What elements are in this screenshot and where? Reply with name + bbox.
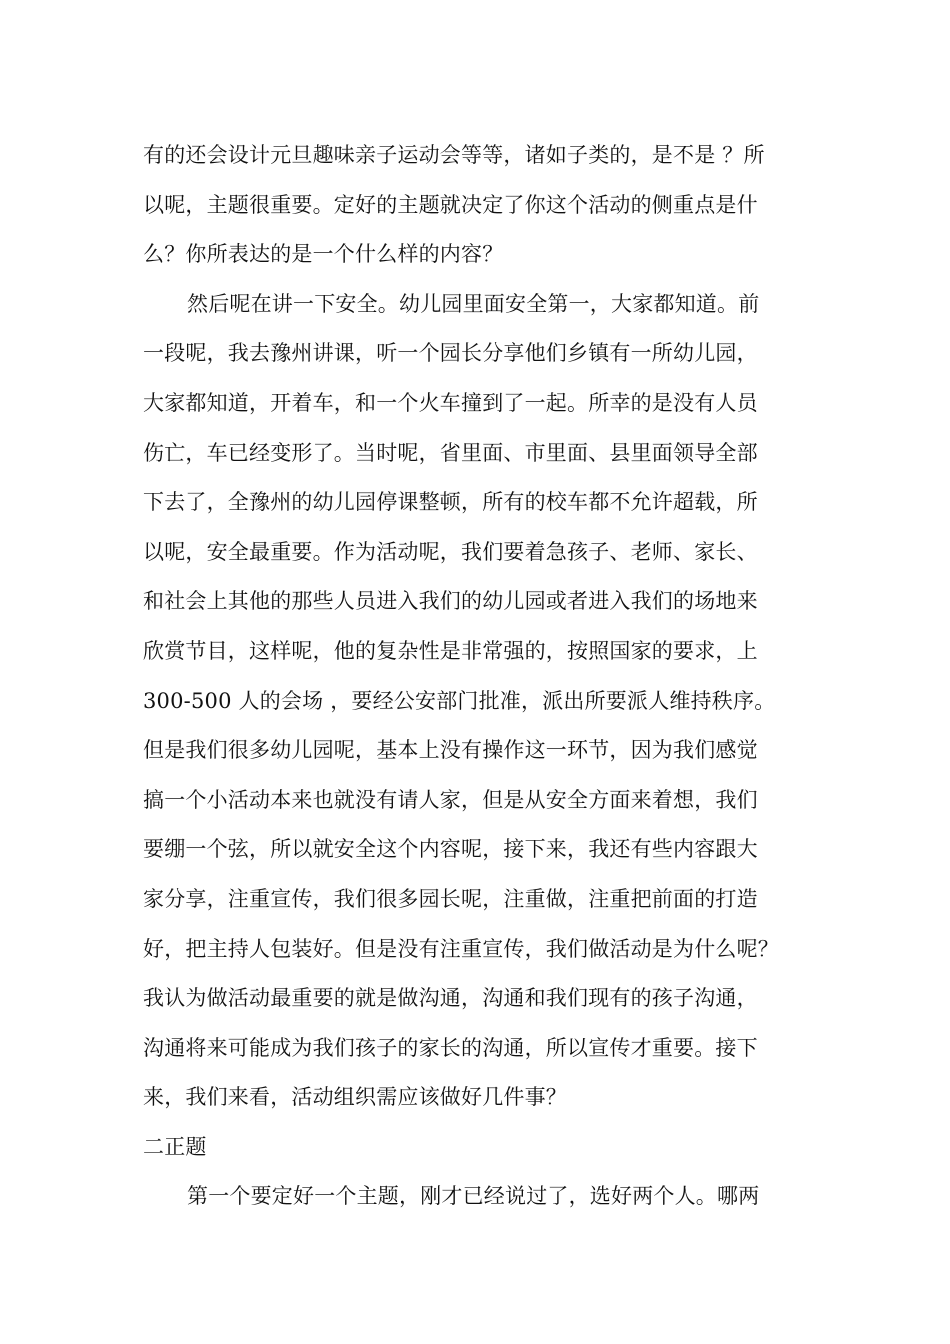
text-line: 伤亡，车已经变形了。当时呢，省里面、市里面、县里面领导全部 bbox=[143, 440, 758, 465]
text-line: 然后呢在讲一下安全。幼儿园里面安全第一，大家都知道。前 bbox=[187, 291, 760, 316]
text-line: 我认为做活动最重要的就是做沟通，沟通和我们现有的孩子沟通， bbox=[143, 986, 758, 1011]
text-line: 下去了，全豫州的幼儿园停课整顿，所有的校车都不允许超载，所 bbox=[143, 490, 758, 515]
text-line: 欣赏节目，这样呢，他的复杂性是非常强的，按照国家的要求，上 bbox=[143, 638, 758, 663]
text-line: 大家都知道，开着车，和一个火车撞到了一起。所幸的是没有人员 bbox=[143, 390, 758, 415]
text-line: 么？你所表达的是一个什么样的内容？ bbox=[143, 242, 504, 267]
text-line: 家分享，注重宣传，我们很多园长呢，注重做，注重把前面的打造 bbox=[143, 886, 758, 911]
text-line: 300-500 人的会场 ，要经公安部门批准，派出所要派人维持秩序。 bbox=[143, 688, 776, 713]
section-heading: 二正题 bbox=[143, 1134, 207, 1159]
text-line: 第一个要定好一个主题，刚才已经说过了，选好两个人。哪两 bbox=[187, 1184, 760, 1209]
body-text bbox=[143, 131, 838, 1222]
text-line: 好，把主持人包装好。但是没有注重宣传，我们做活动是为什么呢？ bbox=[143, 936, 779, 961]
text-line: 沟通将来可能成为我们孩子的家长的沟通，所以宣传才重要。接下 bbox=[143, 1035, 758, 1060]
text-line: 来，我们来看，活动组织需应该做好几件事？ bbox=[143, 1085, 567, 1110]
text-line: 和社会上其他的那些人员进入我们的幼儿园或者进入我们的场地来 bbox=[143, 589, 758, 614]
text-line: 要绷一个弦，所以就安全这个内容呢，接下来，我还有些内容跟大 bbox=[143, 837, 758, 862]
text-line: 以呢，安全最重要。作为活动呢，我们要着急孩子、老师、家长、 bbox=[143, 539, 758, 564]
text-line: 搞一个小活动本来也就没有请人家，但是从安全方面来着想，我们 bbox=[143, 787, 758, 812]
text-line: 但是我们很多幼儿园呢，基本上没有操作这一环节，因为我们感觉 bbox=[143, 738, 758, 763]
text-line: 以呢，主题很重要。定好的主题就决定了你这个活动的侧重点是什 bbox=[143, 192, 758, 217]
text-line: 一段呢，我去豫州讲课，听一个园长分享他们乡镇有一所幼儿园， bbox=[143, 341, 758, 366]
text-line: 有的还会设计元旦趣味亲子运动会等等，诸如子类的，是不是 ？所 bbox=[143, 143, 765, 167]
